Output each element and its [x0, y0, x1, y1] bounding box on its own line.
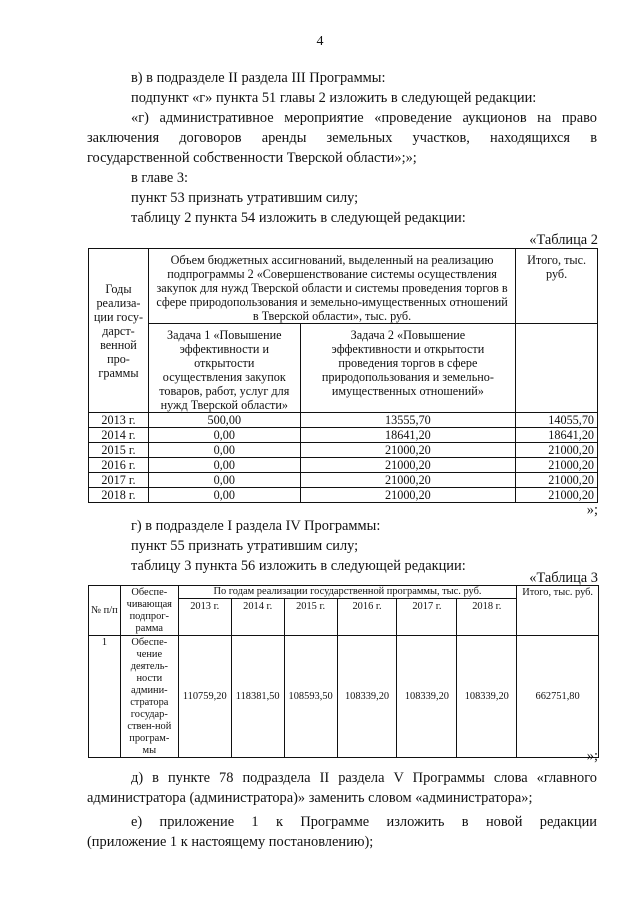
text-line: г) в подразделе I раздела IV Программы:: [131, 518, 381, 534]
table3-total-header: Итого, тыс. руб.: [517, 586, 599, 636]
table2-years-header: Годы реализа-ции госу-дарст-венной про-граммы: [89, 249, 149, 413]
table-row: 2013 г. 500,00 13555,70 14055,70: [89, 413, 598, 428]
table2-task1-header: Задача 1 «Повышение эффективности и открытости осуществления закупок товаров, работ, услуг для нужд Тверской области»: [148, 324, 300, 413]
page-number: 4: [316, 34, 324, 49]
text-line: таблицу 3 пункта 56 изложить в следующей редакции:: [131, 558, 466, 574]
table3-year-header: 2015 г.: [284, 599, 337, 636]
text-line: заключения договоров аренды земельных участков, находящихся в: [87, 130, 597, 146]
table2-total-header: Итого, тыс. руб.: [516, 249, 598, 324]
text-line: администратора (администратора)» заменить словом «администратора»;: [87, 790, 533, 806]
table3-year-header: 2013 г.: [178, 599, 231, 636]
table3-num-header: № п/п: [89, 586, 121, 636]
table-row: 2014 г. 0,00 18641,20 18641,20: [89, 428, 598, 443]
table2: [88, 248, 598, 503]
table3-years-group-header: По годам реализации государственной программы, тыс. руб.: [178, 586, 516, 599]
text-line: «г) административное мероприятие «проведение аукционов на право: [131, 110, 597, 126]
text-line: д) в пункте 78 подраздела II раздела V Программы слова «главного: [131, 770, 597, 786]
text-line: (приложение 1 к настоящему постановлению);: [87, 834, 374, 850]
table-row: 2015 г. 0,00 21000,20 21000,20: [89, 443, 598, 458]
table3-caption: «Таблица 3: [529, 570, 598, 586]
table3-year-header: 2017 г.: [397, 599, 457, 636]
table3-year-header: 2014 г.: [231, 599, 284, 636]
table2-caption: «Таблица 2: [529, 232, 598, 248]
table2-group-header: Объем бюджетных ассигнований, выделенный на реализацию подпрограммы 2 «Совершенствование системы осуществления закупок для нужд Тверской области и системы проведения торгов в сфере природопользования и земельно-имущественных отношений в Тверской области», тыс. руб.: [148, 249, 515, 324]
table3-support-header: Обеспе-чивающая подпрог-рамма: [120, 586, 178, 636]
table2-task2-header: Задача 2 «Повышение эффективности и открытости проведения торгов в сфере природопользования и земельно-имущественных отношений»: [300, 324, 516, 413]
table-row: 2018 г. 0,00 21000,20 21000,20: [89, 488, 598, 503]
table3-year-header: 2016 г.: [337, 599, 397, 636]
text-line: е) приложение 1 к Программе изложить в новой редакции: [131, 814, 597, 830]
text-line: пункт 53 признать утратившим силу;: [131, 190, 359, 206]
text-line: в) в подразделе II раздела III Программы:: [131, 70, 386, 86]
text-line: пункт 55 признать утратившим силу;: [131, 538, 359, 554]
table3-year-header: 2018 г.: [457, 599, 517, 636]
text-line: государственной собственности Тверской области»;»;: [87, 150, 417, 166]
table-row: 2017 г. 0,00 21000,20 21000,20: [89, 473, 598, 488]
text-line: в главе 3:: [131, 170, 189, 186]
table2-closing: »;: [586, 502, 598, 518]
text-line: подпункт «г» пункта 51 главы 2 изложить в следующей редакции:: [131, 90, 537, 106]
text-line: таблицу 2 пункта 54 изложить в следующей редакции:: [131, 210, 466, 226]
table3: [88, 585, 599, 758]
table-row: 2016 г. 0,00 21000,20 21000,20: [89, 458, 598, 473]
table2-total-empty: [516, 324, 598, 413]
table-row: 1 Обеспе-чение деятель-ности админи-стратора государ-ствен-ной програм-мы 110759,20 118381,50 108593,50 108339,20 108339,20 108339,20 662751,80: [89, 636, 599, 758]
table3-closing: »;: [586, 748, 598, 764]
